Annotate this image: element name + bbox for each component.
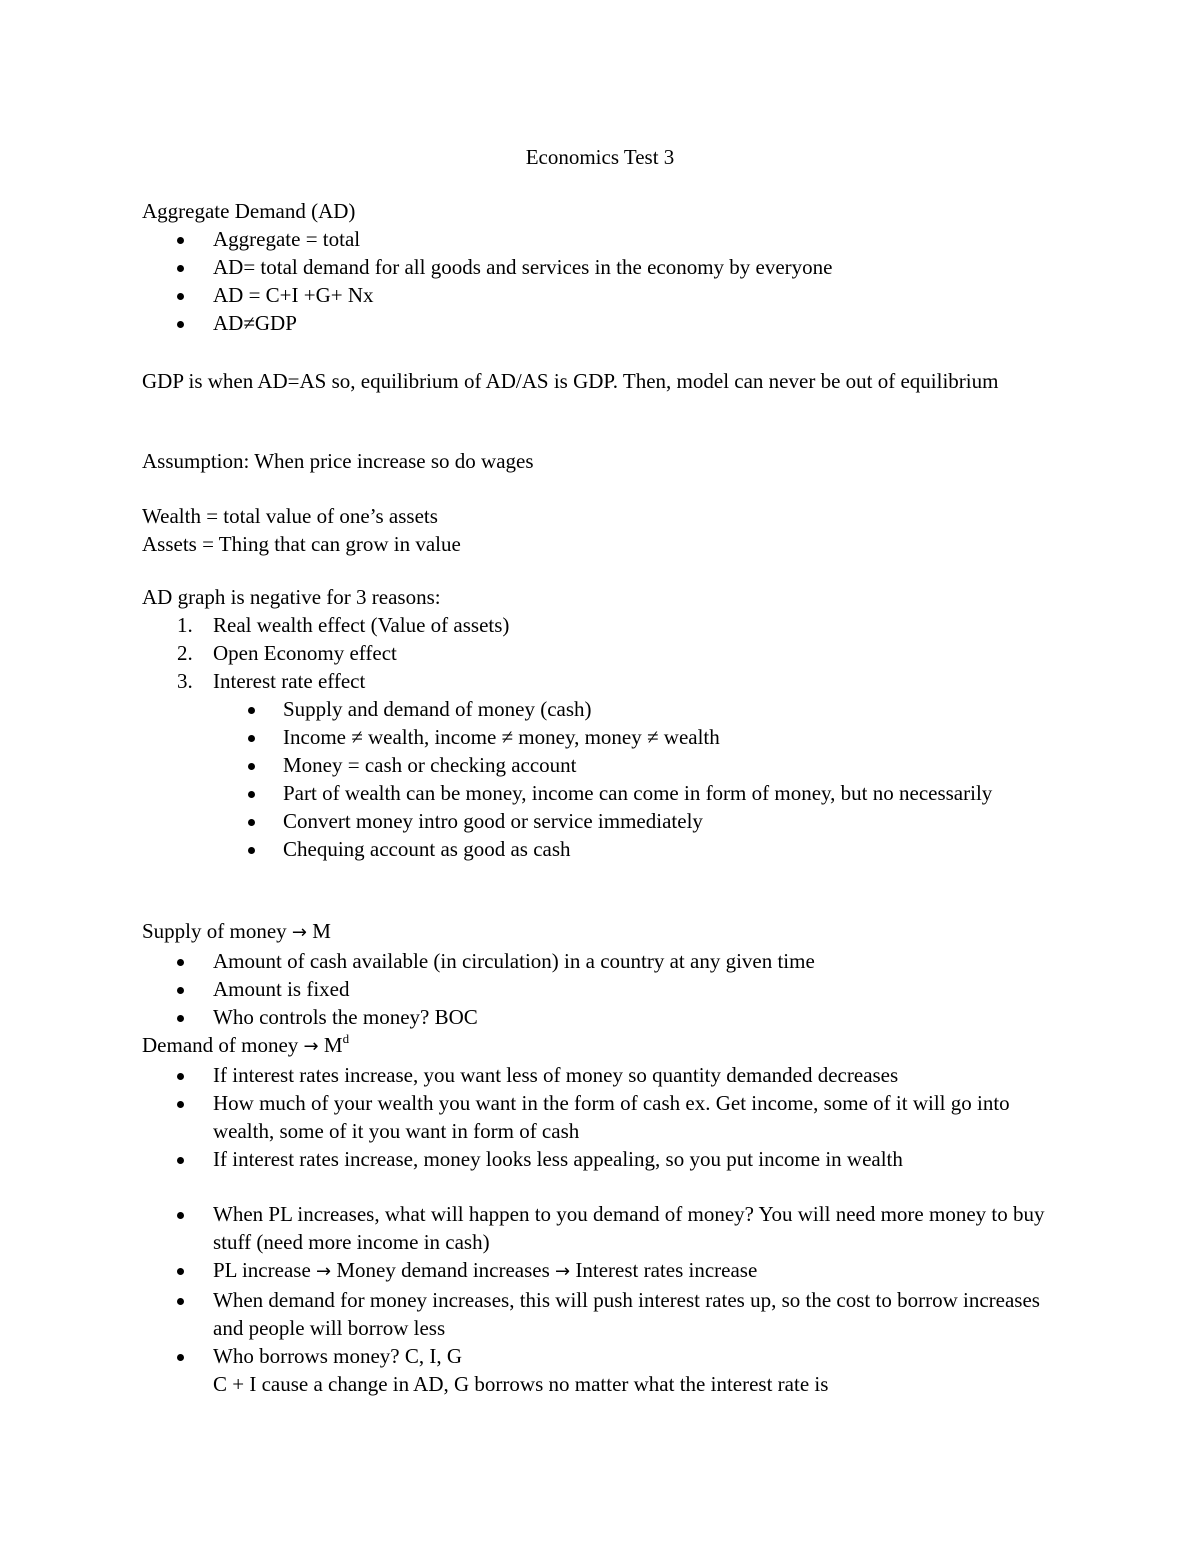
list-item-text: Money = cash or checking account: [283, 753, 577, 777]
pl-bullet-list: [142, 1200, 1062, 1398]
bullet-icon: [177, 987, 184, 994]
pl-chain-step: Money demand increases: [336, 1258, 550, 1282]
bullet-icon: [177, 237, 184, 244]
right-arrow-icon: →: [555, 1261, 571, 1282]
bullet-icon: [177, 1157, 184, 1164]
list-item-text: How much of your wealth you want in the form of cash ex. Get income, some of it will go into wealth, some of it you want in form of cash: [213, 1091, 1010, 1143]
list-item-text: Amount is fixed: [213, 977, 350, 1001]
list-item-text: Who controls the money? BOC: [213, 1005, 478, 1029]
list-item-text: If interest rates increase, money looks less appealing, so you put income in wealth: [213, 1147, 903, 1171]
bullet-icon: [248, 763, 255, 770]
bullet-icon: [177, 959, 184, 966]
list-item: [142, 975, 1082, 1003]
bullet-icon: [248, 735, 255, 742]
list-item: [142, 947, 1082, 975]
supply-bullet-list: [142, 947, 1082, 1031]
list-item: [142, 1286, 1062, 1342]
list-item: [142, 1089, 1062, 1145]
demand-bullet-list: [142, 1061, 1062, 1173]
interest-rate-sub-list: [142, 695, 1012, 863]
bullet-icon: [177, 265, 184, 272]
list-item-text: Supply and demand of money (cash): [283, 697, 592, 721]
supply-section: [142, 917, 1082, 1031]
ad-section: [142, 197, 1082, 337]
reasons-list: [142, 611, 1082, 695]
money-demand-symbol: M: [323, 1033, 343, 1057]
list-item-text: Who borrows money? C, I, G: [213, 1344, 463, 1368]
list-item: [142, 1003, 1082, 1031]
bullet-icon: [177, 293, 184, 300]
pl-chain-step: Interest rates increase: [575, 1258, 758, 1282]
list-item: [142, 281, 1082, 309]
list-item-text: When demand for money increases, this will push interest rates up, so the cost to borrow increases and people will borrow less: [213, 1288, 1040, 1340]
list-item-continuation: C + I cause a change in AD, G borrows no matter what the interest rate is: [213, 1372, 829, 1396]
reasons-section: [142, 583, 1082, 863]
right-arrow-icon: →: [291, 922, 308, 943]
bullet-icon: [177, 321, 184, 328]
supply-heading: [142, 917, 1082, 947]
list-item-text: Part of wealth can be money, income can come in form of money, but no necessarily: [283, 781, 993, 805]
bullet-icon: [248, 847, 255, 854]
list-item: [142, 225, 1082, 253]
list-item: [142, 1200, 1062, 1256]
list-item: [142, 1256, 1062, 1286]
page-title: Economics Test 3: [525, 145, 675, 169]
list-item-text: Convert money intro good or service immediately: [283, 809, 703, 833]
list-item-text: Income ≠ wealth, income ≠ money, money ≠ wealth: [283, 725, 720, 749]
list-item-text: Real wealth effect (Value of assets): [213, 613, 510, 637]
list-item-text: AD= total demand for all goods and services in the economy by everyone: [213, 255, 833, 279]
right-arrow-icon: →: [316, 1261, 332, 1282]
list-item: [142, 723, 1012, 751]
list-item: [142, 667, 1082, 695]
bullet-icon: [177, 1298, 184, 1305]
list-item-text: Aggregate = total: [213, 227, 361, 251]
bullet-icon: [177, 1354, 184, 1361]
ad-heading: Aggregate Demand (AD): [142, 199, 356, 223]
list-number: 2.: [177, 641, 193, 665]
list-item: [142, 1342, 1062, 1398]
list-item: [142, 779, 1012, 807]
list-item: [142, 611, 1082, 639]
list-item: [142, 807, 1012, 835]
gdp-paragraph: GDP is when AD=AS so, equilibrium of AD/AS is GDP. Then, model can never be out of equilibrium: [142, 369, 999, 393]
reasons-heading: AD graph is negative for 3 reasons:: [142, 585, 441, 609]
list-item-text: AD = C+I +G+ Nx: [213, 283, 374, 307]
supply-label: Supply of money: [142, 919, 287, 943]
list-item-text: Interest rate effect: [213, 669, 366, 693]
bullet-icon: [248, 707, 255, 714]
pl-section: [142, 1200, 1062, 1398]
list-item: [142, 751, 1012, 779]
demand-superscript: d: [342, 1031, 350, 1046]
bullet-icon: [177, 1212, 184, 1219]
demand-label: Demand of money: [142, 1033, 299, 1057]
wealth-definition: Wealth = total value of one’s assets: [142, 504, 438, 528]
pl-chain-step: PL increase: [213, 1258, 311, 1282]
bullet-icon: [248, 791, 255, 798]
money-supply-symbol: M: [312, 919, 331, 943]
bullet-icon: [177, 1015, 184, 1022]
right-arrow-icon: →: [303, 1036, 319, 1057]
ad-bullet-list: [142, 225, 1082, 337]
list-item-text: When PL increases, what will happen to you demand of money? You will need more money to buy stuff (need more income in cash): [213, 1202, 1045, 1254]
bullet-icon: [177, 1268, 184, 1275]
list-item: [142, 253, 1082, 281]
bullet-icon: [177, 1073, 184, 1080]
list-item-text: If interest rates increase, you want less of money so quantity demanded decreases: [213, 1063, 899, 1087]
list-item-text: Chequing account as good as cash: [283, 837, 571, 861]
list-item-text: Amount of cash available (in circulation) in a country at any given time: [213, 949, 815, 973]
list-item: [142, 1145, 1062, 1173]
assumption-line: Assumption: When price increase so do wages: [142, 449, 534, 473]
list-number: 1.: [177, 613, 193, 637]
list-item: [142, 309, 1082, 337]
list-item: [142, 835, 1012, 863]
list-item: [142, 695, 1012, 723]
list-item-text: AD≠GDP: [213, 311, 297, 335]
bullet-icon: [248, 819, 255, 826]
list-item-text: Open Economy effect: [213, 641, 397, 665]
list-item: [142, 1061, 1062, 1089]
demand-heading: [142, 1031, 1082, 1061]
demand-section: [142, 1031, 1082, 1173]
bullet-icon: [177, 1101, 184, 1108]
assets-definition: Assets = Thing that can grow in value: [142, 532, 461, 556]
list-number: 3.: [177, 669, 193, 693]
list-item: [142, 639, 1082, 667]
